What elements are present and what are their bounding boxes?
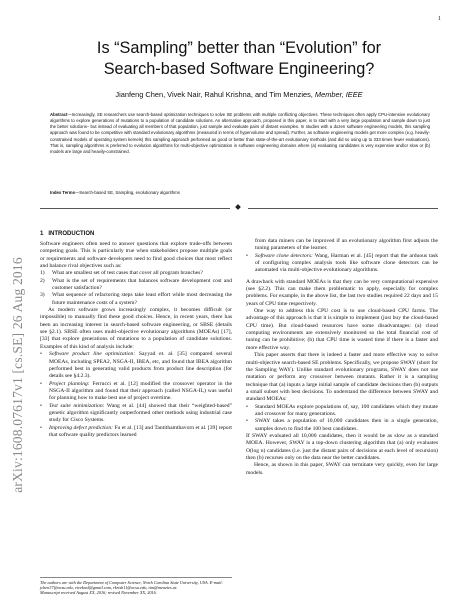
bullet-icon: • [40, 402, 42, 409]
bullet-label: Improving defect prediction: [49, 424, 113, 431]
bullet-label: Software product line optimization: [49, 351, 136, 358]
bullet-text: Wang, Harman et al. [45] report that the arduous task of configuring complex analysis tools like software clone detectors can be automated via multi-objective evolutionary algorithms. [255, 252, 438, 274]
bullet-icon: • [246, 252, 248, 259]
list-item [40, 351, 232, 380]
bullet-continuation: from data miners can be improved if an evolutionary algorithm first adjusts the tuning parameters of the learner. [255, 238, 438, 252]
body-paragraph: A drawback with standard MOEAs is that they can be very computational expensive (see §2.2). This can make them problematic to apply, especially for complex problems. For example, in the above list, the last two studies required 22 days and 15 years of CPU time respectively. [246, 278, 438, 307]
arxiv-watermark [6, 150, 30, 600]
divider-line-left [40, 208, 230, 209]
bullet-text: SWAY takes a population of 10,000 candidates then in a single generation, samples down to find the 100 best candidates. [255, 418, 438, 432]
list-item [40, 381, 232, 403]
page-number: 1 [438, 16, 441, 22]
question-number: 1) [40, 270, 45, 277]
footnote-manuscript: Manuscript received August XX, 2016; revised November XX, 2016. [40, 590, 157, 596]
body-paragraph: One way to address this CPU cost is to use cloud-based CPU farms. The advantage of this approach is that it is simple to implement (just buy the cloud-based CPU time). But cloud-based resources have some disadvantages: (a) cloud computing environments are extensively monitored so the total financial cost of tuning can be prohibitive; (b) that CPU time is wasted time if there is a faster and more effective way. [246, 308, 438, 351]
question-item [40, 292, 232, 307]
divider-line-right [248, 208, 438, 209]
left-column [40, 241, 232, 439]
section-heading [40, 231, 94, 237]
list-item [246, 404, 438, 419]
right-column [246, 238, 438, 477]
question-number: 2) [40, 277, 45, 284]
bullet-label: Test suite minimization: [49, 402, 105, 409]
footnote-affiliation: The authors are with the Department of Computer Science, North Carolina State University, USA. E-mail: jchen37@ncsu.edu, vivekaxl@gmail.com, rkrish11@ncsu.edu, tim@menzies.us [40, 580, 223, 591]
section-number: 1 [40, 231, 44, 237]
section-title: INTRODUCTION [48, 231, 95, 237]
bullet-label: Software clone detectors: [255, 252, 313, 259]
bullet-icon: • [246, 403, 248, 410]
bullet-text: Sayyad et. al. [35] compared several MOEAs, including SPEA2, NSGA-II, IBEA, etc, and found that IBEA algorithm performed best in generating valid products from product line description (for details see §4.2.3). [49, 351, 232, 380]
bullet-icon: • [40, 424, 42, 431]
list-item [246, 253, 438, 275]
index-terms-label: Index Terms [50, 190, 75, 195]
index-terms-text: —Search-based SE, Sampling, evolutionary algorithms [75, 190, 180, 195]
bullet-icon: • [246, 418, 248, 425]
title-line-1: Is “Sampling” better than “Evolution” for [96, 39, 382, 57]
authors-member: Member, IEEE [314, 90, 363, 99]
arxiv-id: arXiv:1608.07617v1 [cs.SE] 26 Aug 2016 [10, 257, 25, 493]
footnote [40, 577, 232, 596]
question-list [40, 270, 232, 307]
list-item [40, 403, 232, 425]
abstract-text: —Increasingly, SE researchers use search-based optimization techniques to solve SE problems with multiple conflicting objectives. These techniques often apply CPU-intensive evolutionary algorithms to explore generations of mutations to a population of candidate solutions. An alternative approach, proposed in this paper, is to start with a very large population and sample down to just the better solutions– but instead of evaluating all members of that population, just sample and evaluate pairs of distant examples. In studies with a dozen software engineering models, this sampling approach was found to be competitive with standard evolutionary algorithms (measured in terms of hypervolume and spread). Further, as software engineering models get more complex (e.g. heavily-constrained models of operating system kernels) this sampling approach performed as good or better than state-of-the-art evolutionary methods (and did so using up to 333 times fewer evaluations). That is, sampling algorithms is preferred to evolution algorithms for multi-objective optimization in software engineering domains where (a) evaluating candidates is very expensive and/or slow or (b) models are large and heavily-constrained. [50, 112, 430, 154]
bullet-label: Project planning: [49, 380, 90, 387]
author-list [40, 90, 438, 99]
authors-names: Jianfeng Chen, Vivek Nair, Rahul Krishna, and Tim Menzies, [115, 90, 315, 99]
bullet-text: Fu et al. [13] and Tantithamthavorn et al. [39] report that software quality predictors learned [49, 424, 232, 438]
bullet-icon: • [40, 380, 42, 387]
intro-paragraph-2: As modern software grows increasingly complex, it becomes difficult (or impossible) to manually find these good choices. Hence, in recent years, there has been an increasing interest in search-based software engineering, or SBSE (details see §2.1). SBSE often uses multi-objective evolutionary algorithms (MOEAs) [17], [33] that explore generations of mutations to a population of candidate solutions. Examples of this kind of analysis include: [40, 307, 232, 350]
question-item [40, 278, 232, 293]
paper-title [40, 38, 438, 80]
index-terms [50, 190, 430, 195]
body-paragraph: This paper asserts that there is indeed a faster and more effective way to solve multi-objective search-based SE problems. Specifically, we propose SWAY (short for the Sampling WAY). Unlike standard evolutionary programs, SWAY does not use mutation or perform any crossover between mutants. Rather it is a sampling technique that (a) inputs a large initial sample of candidate decisions then (b) outputs a small subset with best decisions. To understand the difference between SWAY and standard MOEAs: [246, 352, 438, 403]
bullet-text: Ferrucci et al. [12] modified the crossover operator in the NSGA-II algorithm and found that their approach (called NSGA-IIᵥ) was useful for planning how to make best use of project overtime. [49, 380, 232, 402]
list-item [40, 425, 232, 440]
abstract [50, 112, 430, 155]
question-number: 3) [40, 292, 45, 299]
bullet-text: Standard MOEAs explore populations of, say, 100 candidates which they mutate and crossover for many generations. [255, 403, 438, 417]
body-paragraph: Hence, as shown in this paper, SWAY can terminate very quickly, even for large models. [246, 462, 438, 476]
diamond-icon [235, 204, 241, 210]
question-text: What sequence of refactoring steps take least effort while most decreasing the future maintenance costs of a system? [52, 292, 232, 306]
section-divider [40, 205, 438, 211]
body-paragraph: If SWAY evaluated all 10,000 candidates, then it would be as slow as a standard MOEA. However, SWAY is a top-down clustering algorithm that (a) only evaluates O(log n) candidates (i.e. just the distant pairs of decisions at each level of recursion) then (b) recurses only on the data near the better candidates. [246, 432, 438, 461]
question-item [40, 270, 232, 277]
abstract-label: Abstract [50, 112, 68, 117]
title-line-2: Search-based Software Engineering? [103, 60, 375, 78]
bullet-text: Wang et al. [44] showed that their “weighted-based” genetic algorithm significantly outperformed other methods using industrial case study for Cisco Systems. [49, 402, 232, 424]
list-item [246, 418, 438, 433]
question-text: What is the set of requirements that balances software development cost and customer satisfaction? [52, 277, 232, 292]
intro-paragraph-1: Software engineers often need to answer questions that explore trade-offs between competing goals. This is particularly true when stakeholders propose multiple goals or requirements and software developers need to find good choices that most reflect and balance rival objectives such as: [40, 241, 232, 270]
bullet-icon: • [40, 351, 42, 358]
question-text: What are smallest set of test cases that cover all program branches? [52, 270, 203, 277]
